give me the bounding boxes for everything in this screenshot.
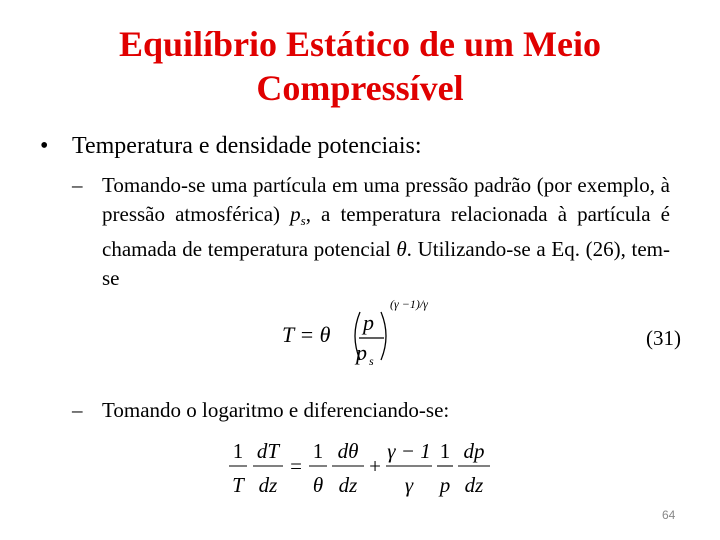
eq31-lhs: T = θ (282, 322, 331, 347)
sub-bullet-2-text: Tomando o logaritmo e diferenciando-se: (102, 398, 450, 422)
dash-marker: – (72, 173, 83, 197)
eq-frac3-den: θ (312, 473, 324, 497)
slide-title-line1: Equilíbrio Estático de um Meio (118, 24, 601, 64)
eq31-denominator-p: p (356, 340, 367, 365)
sub-bullet-1-text (102, 171, 670, 293)
sub-bullet-1 (72, 171, 670, 293)
slide-title (0, 22, 720, 110)
var-theta: θ (396, 237, 407, 261)
eq31-denominator-s: s (369, 354, 374, 368)
sub1-text-a: Tomando-se uma partícula em uma pressão padrão (por exemplo, à pressão atmosférica) (102, 173, 670, 226)
eq-frac5-num: γ − 1 (387, 439, 431, 463)
page-number: 64 (662, 508, 676, 522)
eq-equals: = (290, 454, 302, 478)
eq-frac5-den: γ (404, 473, 414, 497)
slide-title-line2: Compressível (256, 68, 464, 108)
eq-frac2-num: dT (256, 439, 280, 463)
eq-frac6-num: 1 (439, 439, 451, 463)
var-s-subscript: s (300, 213, 306, 228)
var-p: p (290, 202, 301, 226)
eq31-right-paren (381, 312, 386, 360)
eq-frac3-num: 1 (312, 439, 324, 463)
sub-bullet-2 (72, 396, 449, 425)
equation-derivative (226, 436, 496, 509)
eq-frac4-den: dz (338, 473, 358, 497)
sub1-text-c: . Utilizando-se a Eq. (26), tem-se (102, 237, 670, 290)
eq-frac4-num: dθ (337, 439, 359, 463)
eq-plus: + (369, 454, 381, 478)
bullet-text: Temperatura e densidade potenciais: (72, 133, 422, 159)
eq-frac2-den: dz (258, 473, 278, 497)
eq31-exponent: (γ −1)/γ (390, 297, 428, 311)
eq31-numerator: p (363, 310, 374, 335)
eq-frac6-den: p (439, 473, 451, 497)
eq-frac1-den: T (232, 473, 244, 497)
equation-31-svg (280, 292, 460, 374)
equation-number: (31) (646, 326, 681, 350)
bullet-marker: • (40, 133, 49, 159)
eq-frac7-num: dp (463, 439, 485, 463)
eq-frac7-den: dz (464, 473, 484, 497)
dash-marker: – (72, 398, 83, 422)
eq-frac1-num: 1 (232, 439, 244, 463)
sub1-text-b: , a temperatura relacionada à partícula é chamada de temperatura potencial (102, 202, 670, 261)
equation-derivative-svg (226, 436, 496, 504)
bullet-item (40, 131, 422, 161)
equation-31 (280, 292, 460, 379)
